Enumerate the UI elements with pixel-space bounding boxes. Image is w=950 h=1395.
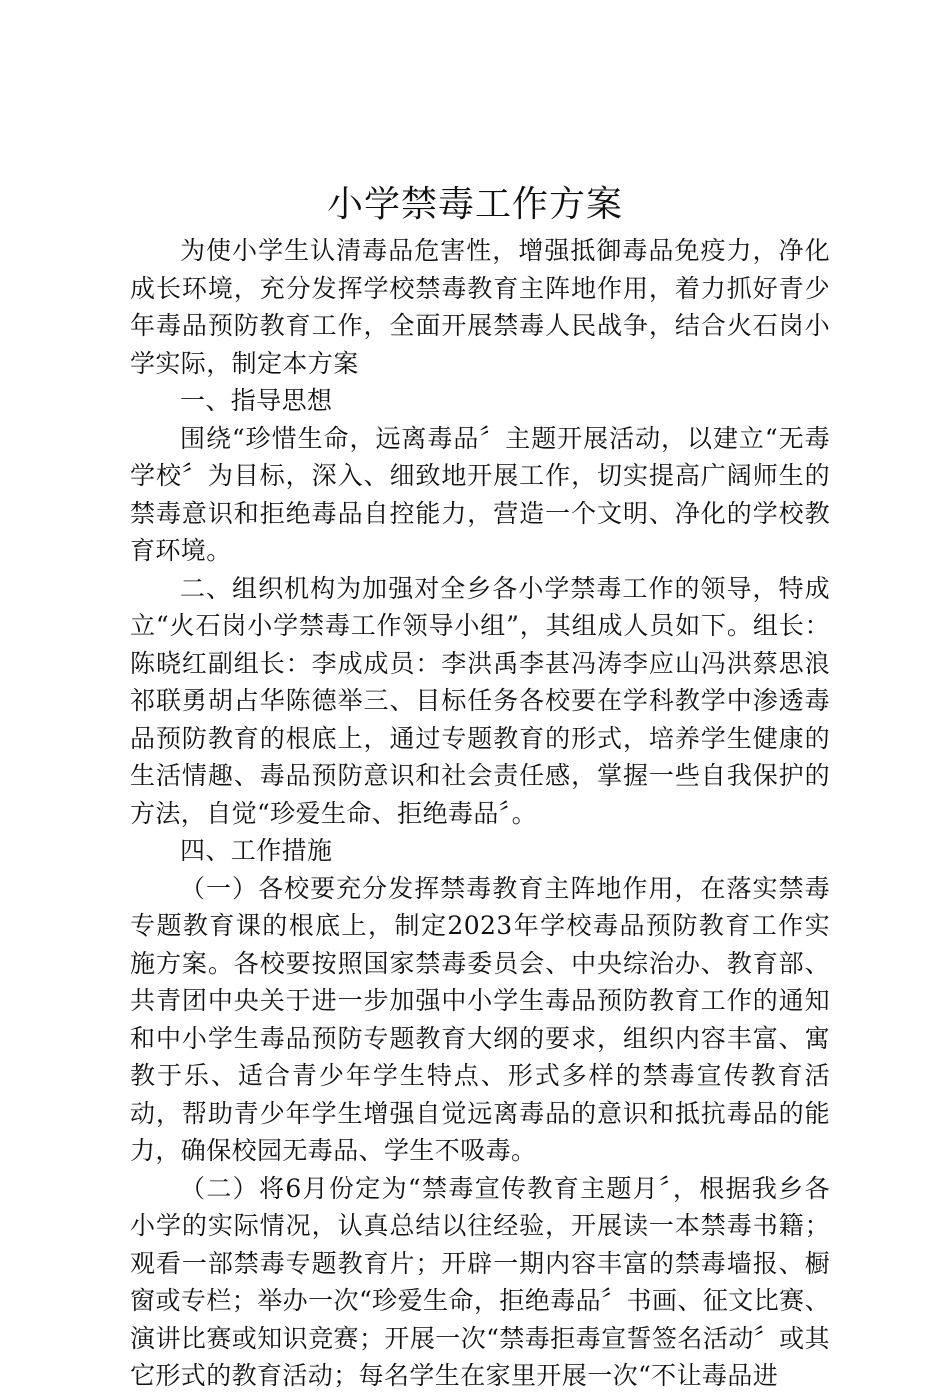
document-title: 小学禁毒工作方案 [326, 184, 623, 225]
organization-paragraph: 二、组织机构为加强对全乡各小学禁毒工作的领导，特成立“火石岗小学禁毒工作领导小组”，其组成人员如下。组长：陈晓红副组长：李成成员：李洪禹李甚冯涛李应山冯洪蔡思浪祁联勇胡占华陈德举三、目标任务各校要在学科教学中渗透毒品预防教育的根底上，通过专题教育的形式，培养学生健康的生活情趣、毒品预防意识和社会责任感，掌握一些自我保护的方法，自觉“珍爱生命、拒绝毒品〞。 [130, 573, 830, 828]
section-heading-work-measures: 四、工作措施 [180, 836, 333, 865]
document-body [130, 232, 830, 1395]
measure-one-paragraph: （一）各校要充分发挥禁毒教育主阵地作用，在落实禁毒专题教育课的根底上，制定2023年学校毒品预防教育工作实施方案。各校要按照国家禁毒委员会、中央综治办、教育部、共青团中央关于进一步加强中小学生毒品预防教育工作的通知和中小学生毒品预防专题教育大纲的要求，组织内容丰富、寓教于乐、适合青少年学生特点、形式多样的禁毒宣传教育活动，帮助青少年学生增强自觉远离毒品的意识和抵抗毒品的能力，确保校园无毒品、学生不吸毒。 [130, 873, 830, 1165]
measure-two-paragraph: （二）将6月份定为“禁毒宣传教育主题月〞，根据我乡各小学的实际情况，认真总结以往经验，开展读一本禁毒书籍；观看一部禁毒专题教育片；开辟一期内容丰富的禁毒墙报、橱窗或专栏；举办一次“珍爱生命，拒绝毒品〞书画、征文比赛、演讲比赛或知识竞赛；开展一次“禁毒拒毒宣誓签名活动〞或其它形式的教育活动；每名学生在家里开展一次“不让毒品进 [130, 1173, 830, 1390]
section-heading-guiding-ideology: 一、指导思想 [180, 386, 333, 415]
intro-paragraph: 为使小学生认清毒品危害性，增强抵御毒品免疫力，净化成长环境，充分发挥学校禁毒教育主阵地作用，着力抓好青少年毒品预防教育工作，全面开展禁毒人民战争，结合火石岗小学实际，制定本方案 [130, 236, 830, 378]
guiding-ideology-paragraph: 围绕“珍惜生命，远离毒品〞主题开展活动，以建立“无毒学校〞为目标，深入、细致地开展工作，切实提高广阔师生的禁毒意识和拒绝毒品自控能力，营造一个文明、净化的学校教育环境。 [130, 423, 830, 565]
